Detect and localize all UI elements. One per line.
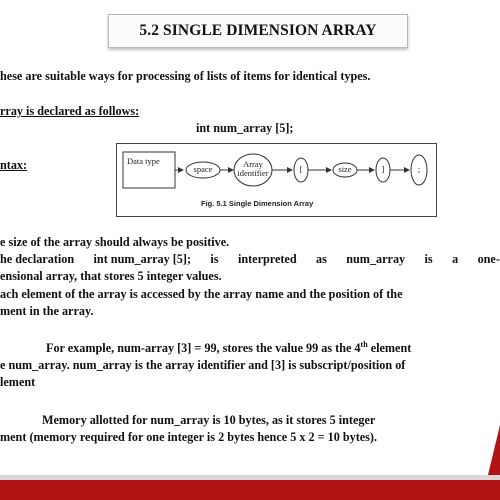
corner-decoration bbox=[488, 425, 500, 475]
bullet-declaration-line2: ensional array, that stores 5 integer values. bbox=[0, 269, 222, 283]
intro-text: hese are suitable ways for processing of lists of items for identical types. bbox=[0, 69, 371, 83]
example-line3: lement bbox=[0, 375, 36, 389]
example-line1 bbox=[46, 340, 411, 356]
syntax-diagram bbox=[116, 143, 437, 217]
bullet-declaration-word: is bbox=[210, 252, 219, 266]
bullet-declaration-word: num_array bbox=[346, 252, 406, 266]
bullet-declaration-word: interpreted bbox=[237, 252, 297, 266]
bullet-size-positive: e size of the array should always be positive. bbox=[0, 235, 230, 249]
bullet-declaration-line1 bbox=[0, 251, 500, 267]
declare-heading: rray is declared as follows: bbox=[0, 104, 140, 118]
bullet-declaration-word: int num_array [5]; bbox=[93, 252, 192, 266]
bracket-close-label: ] bbox=[381, 164, 385, 174]
example-line2: e num_array. num_array is the array identifier and [3] is subscript/position of bbox=[0, 358, 406, 372]
syntax-heading: ntax: bbox=[0, 158, 28, 172]
space-label: space bbox=[193, 164, 213, 174]
bullet-access-line1: ach element of the array is accessed by the array name and the position of the bbox=[0, 287, 403, 301]
example-line1-sup: th bbox=[360, 339, 368, 349]
bottom-bar bbox=[0, 475, 500, 500]
bracket-open-label: [ bbox=[299, 164, 303, 174]
figure-caption: Fig. 5.1 Single Dimension Array bbox=[201, 199, 314, 208]
memory-line1: Memory allotted for num_array is 10 bytes, as it stores 5 integer bbox=[42, 413, 376, 427]
declaration-code: int num_array [5]; bbox=[196, 121, 294, 135]
bullet-access-line2: ment in the array. bbox=[0, 304, 94, 318]
bullet-declaration-word: as bbox=[316, 252, 327, 266]
bullet-declaration-word: he declaration bbox=[0, 252, 75, 266]
semicolon-label: ; bbox=[417, 164, 421, 174]
identifier-label: Array identifier bbox=[237, 159, 269, 178]
memory-line2: ment (memory required for one integer is 2 bytes hence 5 x 2 = 10 bytes). bbox=[0, 430, 378, 444]
bullet-declaration-word: is bbox=[424, 252, 433, 266]
bullet-declaration-word: a bbox=[452, 252, 459, 266]
page-title: 5.2 SINGLE DIMENSION ARRAY bbox=[108, 14, 408, 48]
example-line1-pre: For example, num-array [3] = 99, stores the value 99 as the 4 bbox=[46, 341, 361, 355]
bullet-declaration-word: one- bbox=[477, 252, 500, 266]
size-label: size bbox=[338, 164, 352, 174]
example-line1-post: element bbox=[367, 341, 412, 355]
data-type-label: Data type bbox=[127, 156, 160, 166]
